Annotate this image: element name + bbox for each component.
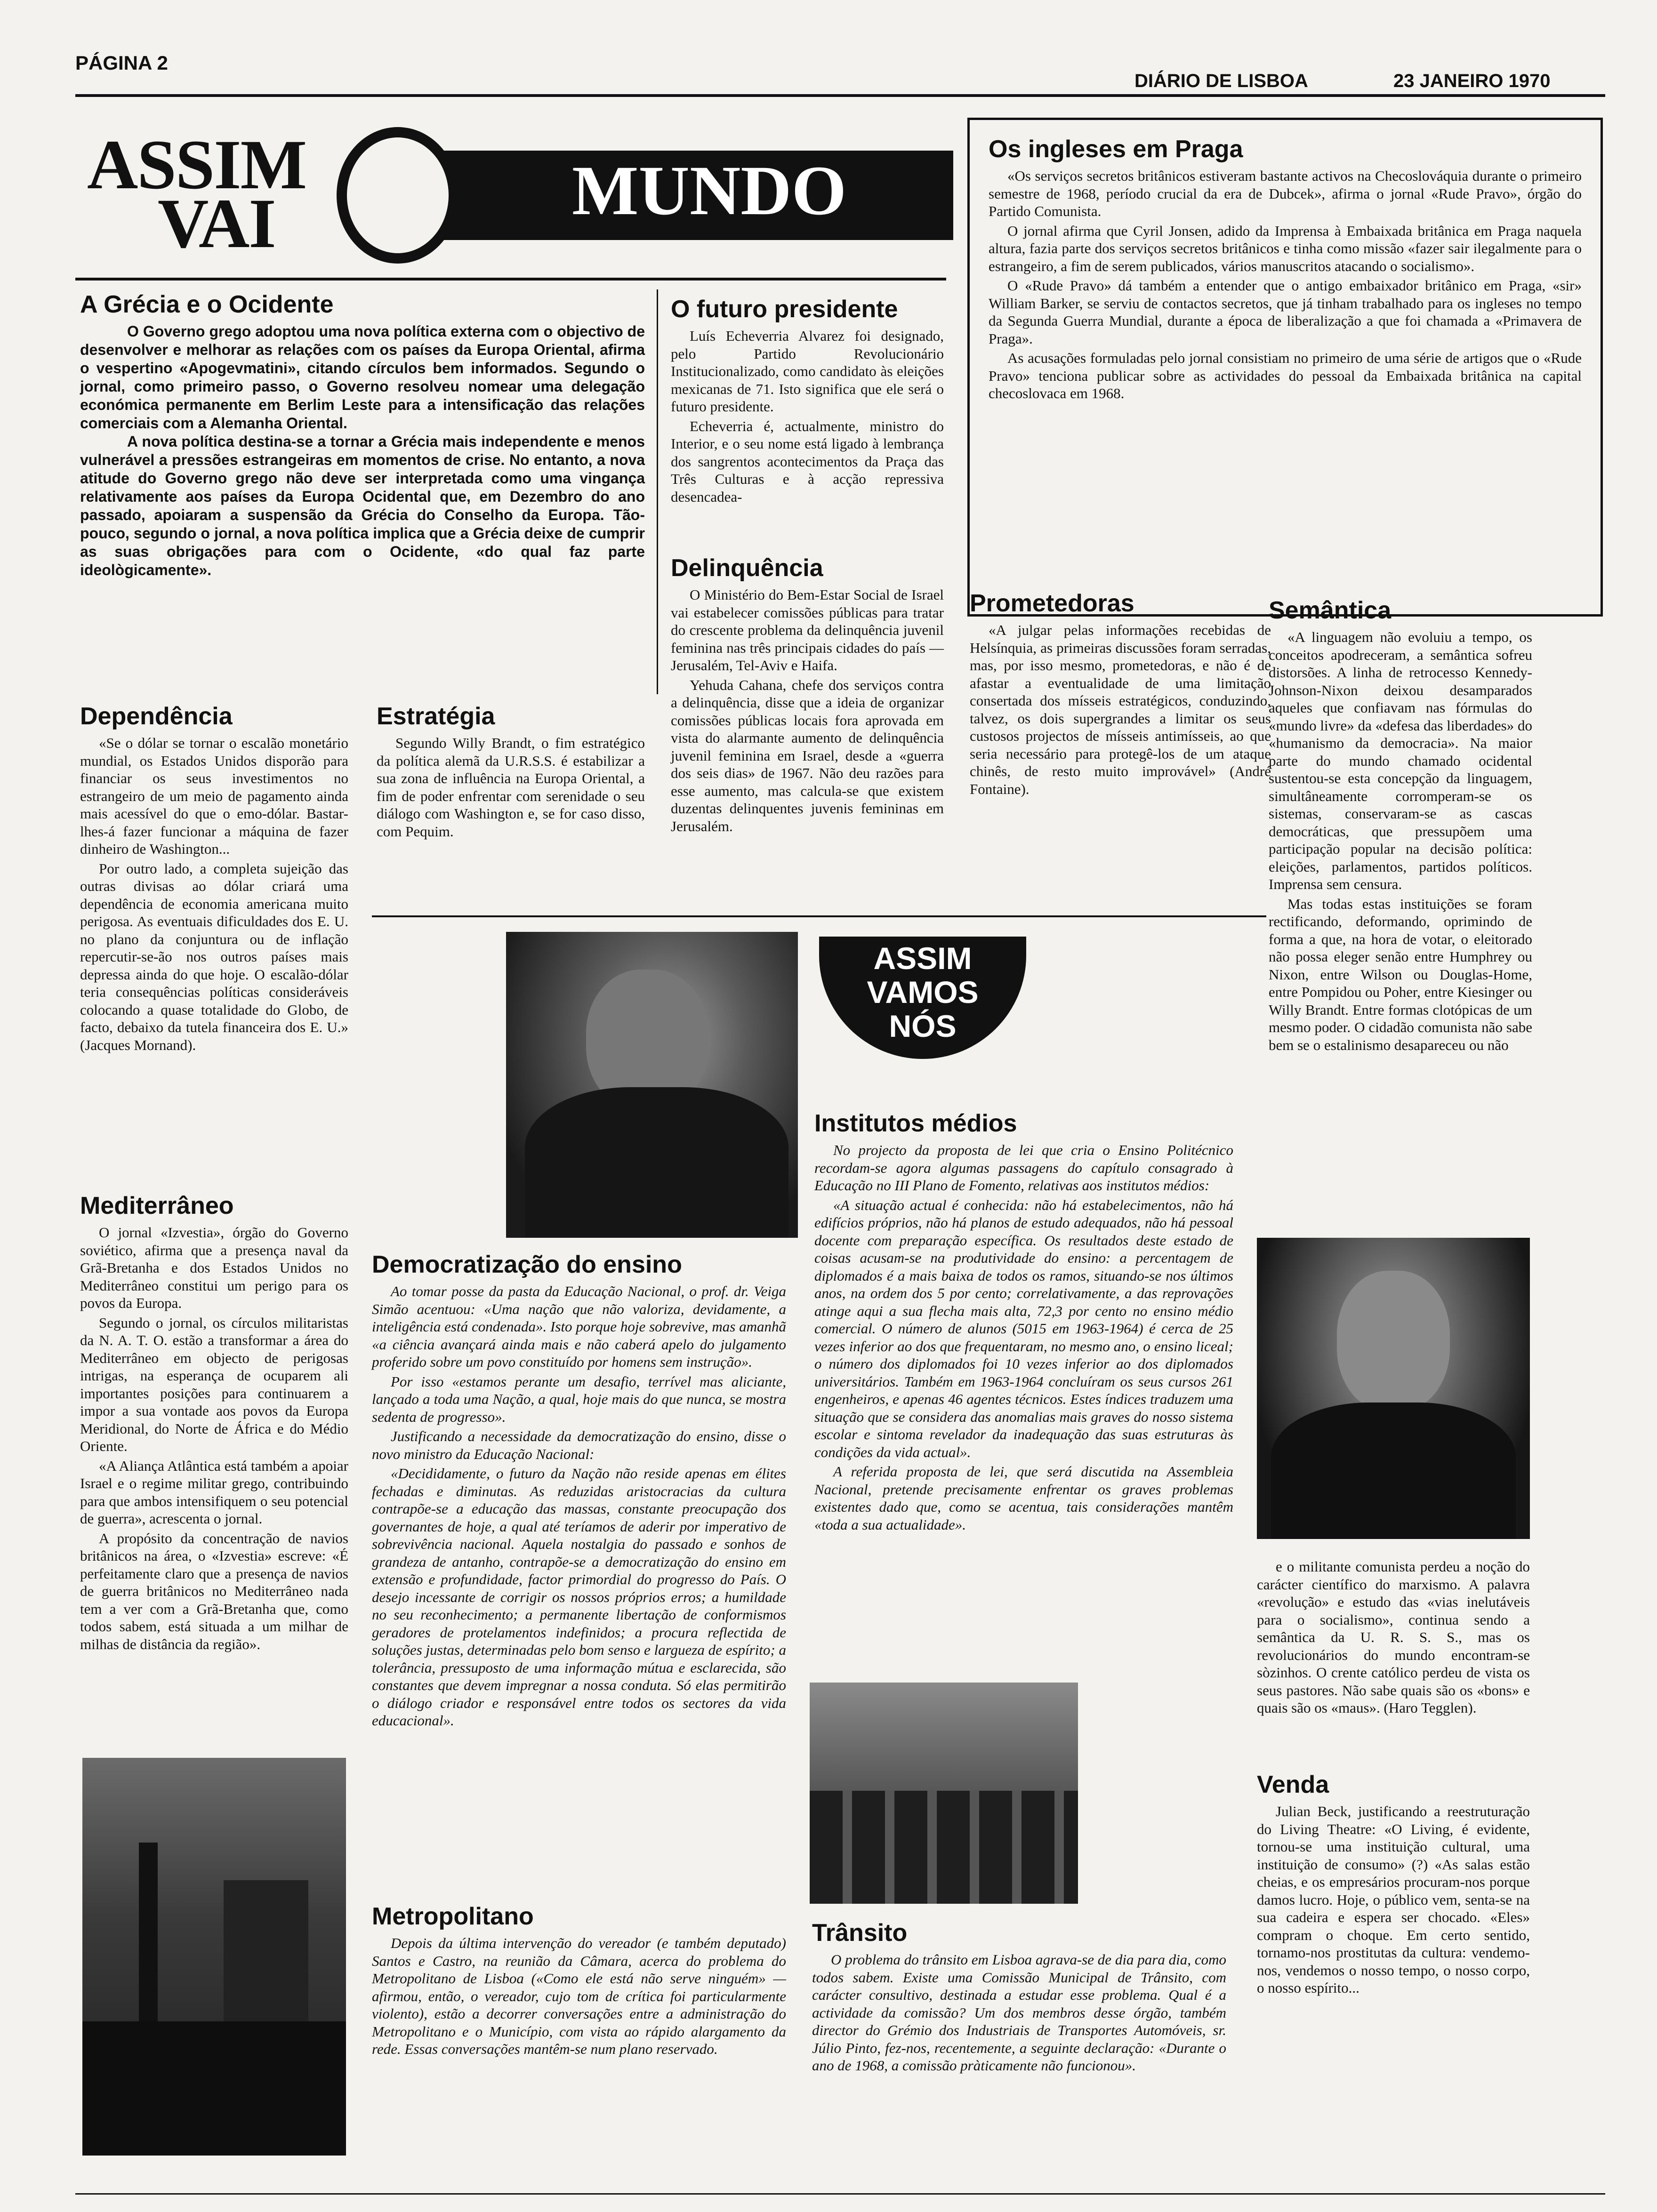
article-transito bbox=[812, 1918, 1226, 2076]
paragraph: Depois da última intervenção do vereador (e também deputado) Santos e Castro, na reunião da Câmara, acerca do problema do Metropolitano de Lisboa («Como ele está não serve ninguém» — afirmou, então, o vereador, cujo tom de crítica foi particularmente violento), estão a decorrer conversações entre a administração do Metropolitano e o Município, com vista ao rápido alargamento da rede. Essas conversações mantêm-se num plano reservado. bbox=[372, 1935, 786, 2057]
article-estrategia bbox=[377, 701, 645, 842]
photo-foreground bbox=[82, 2021, 346, 2156]
column-rule bbox=[657, 289, 658, 694]
article-metropolitano-body bbox=[372, 1934, 786, 2058]
section-masthead bbox=[87, 127, 958, 264]
article-grecia-body bbox=[80, 322, 645, 579]
headline-venda: Venda bbox=[1257, 1771, 1329, 1798]
article-semantica bbox=[1269, 595, 1532, 1056]
photo-shoulders bbox=[525, 1087, 788, 1238]
paragraph: O Governo grego adoptou uma nova política externa com o objectivo de desenvolver e melhorar as relações com os países da Europa Oriental, afirma o vespertino «Apogevmatini», citando círculos bem informados. Segundo o jornal, como primeiro passo, o Governo resolveu nomear uma delegação económica permanente em Berlim Leste para a intensificação das relações comerciais com a Alemanha Oriental. bbox=[80, 323, 645, 432]
issue-date: 23 JANEIRO 1970 bbox=[1393, 71, 1551, 91]
section-badge-assim-vamos-nos bbox=[819, 937, 1026, 1059]
article-prometedoras-body bbox=[970, 621, 1271, 798]
masthead-vai: VAI bbox=[158, 184, 275, 263]
paragraph: O «Rude Pravo» dá também a entender que o antigo embaixador britânico em Praga, «sir» William Barker, se serviu de contactos secretos, que já tinham trabalhado para os ingleses no tempo da Segunda Guerra Mundial, durante a época de liberalização a que foi chamada a «Primavera de Praga». bbox=[989, 277, 1582, 347]
article-institutos-medios bbox=[814, 1108, 1233, 1535]
photo-shoulders bbox=[1271, 1403, 1516, 1539]
paragraph: O jornal afirma que Cyril Jonsen, adido da Imprensa à Embaixada britânica em Praga naquela altura, fazia parte dos serviços secretos britânicos e tinha como missão «fazer sair ilegalmente para o estrangeiro, a fim de serem publicados, vários manuscritos atacando o socialismo». bbox=[989, 222, 1582, 274]
article-democratizacao-body bbox=[372, 1282, 786, 1730]
paragraph: Mas todas estas instituições se foram rectificando, deformando, oprimindo de forma a que, na hora de votar, o eleitorado não possa eleger senão entre Humphrey ou Nixon, entre Wilson ou Douglas-Home, entre Pompidou ou Poher, entre Kiesinger ou Willy Brandt. Entre formas clotópicas de um mesmo poder. O cidadão comunista não sabe bem se o estalinismo desapareceu ou não bbox=[1269, 895, 1532, 1053]
paragraph: A referida proposta de lei, que será discutida na Assembleia Nacional, pretende precisamente enfrentar os graves problemas existentes dado que, como se acentua, tais considerações mantêm «toda a sua actualidade». bbox=[814, 1463, 1233, 1533]
paragraph: No projecto da proposta de lei que cria o Ensino Politécnico recordam-se agora algumas passagens do capítulo consagrado à Educação no III Plano de Fomento, relativas aos institutos médios: bbox=[814, 1142, 1233, 1194]
newspaper-name: DIÁRIO DE LISBOA bbox=[1134, 71, 1308, 91]
photo-chimney bbox=[139, 1843, 158, 2040]
masthead-o-ring bbox=[337, 127, 459, 264]
article-prometedoras bbox=[970, 588, 1271, 800]
article-semantica-body2 bbox=[1257, 1558, 1530, 1717]
paragraph: e o militante comunista perdeu a noção do carácter científico do marxismo. A palavra «revolução» e estudo das «vias inelutáveis para o socialismo», continua sendo a semântica da U. R. S. S., mas os revolucionários do mundo encontram-se sòzinhos. O crente católico perdeu de vista os seus pastores. Não sabe quais são os «bons» e quais são os «maus». (Haro Tegglen). bbox=[1257, 1558, 1530, 1716]
article-dependencia bbox=[80, 701, 348, 1056]
headline-mediterraneo: Mediterrâneo bbox=[80, 1192, 234, 1219]
badge-line: VAMOS bbox=[867, 975, 979, 1010]
article-venda-body bbox=[1257, 1803, 1530, 1997]
headline-delinquencia: Delinquência bbox=[671, 554, 823, 582]
paragraph: «A julgar pelas informações recebidas de Helsínquia, as primeiras discussões foram serradas, mas, por isso mesmo, prometedoras, e não é de afastar a eventualidade de uma limitação consertada dos mísseis estratégicos, conduzindo, talvez, os dois supergrandes a limitar os seus custosos projectos de mísseis antimísseis, ao que seria necessário para protegê-los de um ataque chinês, de resto muito improvável» (André Fontaine). bbox=[970, 622, 1271, 797]
badge-line: NÓS bbox=[889, 1009, 957, 1043]
photo-veiga-simao-portrait bbox=[506, 932, 798, 1238]
headline-transito: Trânsito bbox=[812, 1919, 908, 1947]
paragraph: Por outro lado, a completa sujeição das outras divisas ao dólar criará uma dependência de economia americana muito perigosa. As eventuais dificuldades dos E. U. no plano da conjuntura ou de inflação repercutir-se-ão nos outros países mais depressa ainda do que hoje. O escalão-dólar teria consequências políticas consideráveis colocando a quase totalidade do Globo, de facto, debaixo da tutela financeira dos E. U.» (Jacques Mornand). bbox=[80, 860, 348, 1053]
headline-metropolitano: Metropolitano bbox=[372, 1903, 534, 1930]
article-democratizacao bbox=[372, 1250, 786, 1731]
article-estrategia-body bbox=[377, 734, 645, 840]
photo-lisbon-traffic bbox=[810, 1683, 1078, 1904]
article-grecia bbox=[80, 289, 645, 579]
paragraph: Ao tomar posse da pasta da Educação Nacional, o prof. dr. Veiga Simão acentuou: «Uma nação que não valoriza, devidamente, a inteligência está condenada». Isto porque hoje sobrevive, mas amanhã «a ciência avançará ainda mais e não caberá apelo do julgamento proferido sobre um povo constituído por homens sem instrução». bbox=[372, 1283, 786, 1370]
paragraph: Por isso «estamos perante um desafio, terrível mas aliciante, lançado a toda uma Nação, a qual, hoje mais do que nunca, se mostra sedenta de progresso». bbox=[372, 1373, 786, 1425]
article-delinquencia bbox=[671, 553, 944, 837]
paragraph: «A linguagem não evoluiu a tempo, os conceitos apodreceram, a semântica sofreu distorsões. A linha de retrocesso Kennedy-Johnson-Nixon deixou desamparados aqueles que confiavam nas fórmulas do «mundo livre» da «defesa das liberdades» do «humanismo da democracia». Na maior parte do mundo chamado ocidental sustentou-se esta concepção da linguagem, simultâneamente corromperam-se os sistemas, conservaram-se as cascas democráticas, que pressupõem uma participação popular na decisão política: eleições, parlamentos, partidos políticos. Imprensa sem censura. bbox=[1269, 629, 1532, 892]
headline-institutos-medios: Institutos médios bbox=[814, 1110, 1017, 1137]
paragraph: Segundo o jornal, os círculos militaristas da N. A. T. O. estão a transformar a área do Mediterrâneo em objecto de perigosas intrigas, na esperança de ocuparem ali importantes posições para continuarem a impor a sua vontade aos povos da Europa Meridional, do Norte de África e do Médio Oriente. bbox=[80, 1314, 348, 1454]
box-ingleses-em-praga bbox=[967, 118, 1603, 617]
article-institutos-body bbox=[814, 1141, 1233, 1533]
article-metropolitano bbox=[372, 1901, 786, 2060]
article-semantica-continued bbox=[1257, 1558, 1530, 1719]
article-mediterraneo bbox=[80, 1191, 348, 1655]
paragraph: Luís Echeverria Alvarez foi designado, pelo Partido Revolucionário Institucionalizado, como candidato às eleições mexicanas de 71. Isto significa que ele será o futuro presidente. bbox=[671, 328, 944, 415]
article-futuro-presidente bbox=[671, 294, 944, 507]
paragraph: «Se o dólar se tornar o escalão monetário mundial, os Estados Unidos disporão para financiar os seus investimentos no estrangeiro de um meio de pagamento ainda mais acessível do que o emo-dólar. Bastar-lhes-á fazer funcionar a máquina de fazer dinheiro de Washington... bbox=[80, 735, 348, 857]
headline-democratizacao: Democratização do ensino bbox=[372, 1251, 682, 1278]
paragraph: Justificando a necessidade da democratização do ensino, disse o novo ministro da Educação Nacional: bbox=[372, 1428, 786, 1462]
paragraph: O jornal «Izvestia», órgão do Governo soviético, afirma que a presença naval da Grã-Bretanha e dos Estados Unidos no Mediterrâneo constitui um perigo para os povos da Europa. bbox=[80, 1224, 348, 1311]
paragraph: Yehuda Cahana, chefe dos serviços contra a delinquência, disse que a ideia de organizar comissões públicas locais fora aprovada em vista do alarmante aumento de delinquência juvenil feminina em Israel, desde a «guerra dos seis dias» de 1967. Não deu razões para esse aumento, mas calcula-se que existem duzentas delinquentes juvenis femininas em Jerusalém. bbox=[671, 676, 944, 834]
article-futuro-body bbox=[671, 327, 944, 505]
paragraph: O Ministério do Bem-Estar Social de Israel vai estabelecer comissões públicas para tratar do crescente problema da delinquência juvenil feminina nas três principais cidades do país — Jerusalém, Tel-Aviv e Haifa. bbox=[671, 586, 944, 673]
photo-kennedy-portrait bbox=[1257, 1238, 1530, 1539]
headline-ingleses-em-praga: Os ingleses em Praga bbox=[989, 136, 1243, 163]
article-delinquencia-body bbox=[671, 586, 944, 835]
photo-cars bbox=[810, 1791, 1078, 1904]
paragraph: A propósito da concentração de navios britânicos na área, o «Izvestia» escreve: «É perfeitamente claro que a presença de navios de guerra britânicos no Mediterrâneo nada tem a ver com a Grã-Bretanha que, como todos sabem, está situada a um milhar de milhas de distância da região». bbox=[80, 1530, 348, 1652]
paragraph: O problema do trânsito em Lisboa agrava-se de dia para dia, como todos sabem. Existe uma Comissão Municipal de Trânsito, com carácter consultivo, destinada a estudar esse problema. Qual é a actividade da comissão? Um dos membros desse órgão, também director do Grémio dos Industriais de Transportes Automóveis, sr. Júlio Pinto, fez-nos, recentemente, a seguinte declaração: «Durante o ano de 1968, a comissão pràticamente não funcionou». bbox=[812, 1951, 1226, 2074]
paragraph: «A Aliança Atlântica está também a apoiar Israel e o regime militar grego, contribuindo para que ambos intensifiquem o seu potencial de guerra», acrescenta o jornal. bbox=[80, 1457, 348, 1527]
paragraph: As acusações formuladas pelo jornal consistiam no primeiro de uma série de artigos que o «Rude Pravo» tenciona publicar sobre as actividades do pessoal da Embaixada britânica na capital checoslovaca em 1968. bbox=[989, 350, 1582, 401]
headline-estrategia: Estratégia bbox=[377, 703, 495, 730]
header-rule bbox=[75, 94, 1605, 97]
page-number: PÁGINA 2 bbox=[75, 52, 168, 74]
headline-futuro-presidente: O futuro presidente bbox=[671, 296, 898, 323]
article-semantica-body bbox=[1269, 628, 1532, 1054]
paragraph: Segundo Willy Brandt, o fim estratégico da política alemã da U.R.S.S. é estabilizar a sua zona de influência na Europa Oriental, a fim de poder enfrentar com serenidade o seu diálogo com Washington e, se for caso disso, com Pequim. bbox=[377, 735, 645, 840]
photo-head bbox=[1337, 1271, 1450, 1412]
paragraph: Julian Beck, justificando a reestruturação do Living Theatre: «O Living, é evidente, tornou-se uma instituição cultural, uma instituição de consumo» (?) «As salas estão cheias, e os empresários procuram-nos porque damos lucro. Hoje, o público vem, senta-se na sua cadeira e espera ser chocado. «Eles» compram o choque. Em certo sentido, tornamo-nos prostitutas da cultura: vendemo-nos, vendemos o nosso tempo, o nosso corpo, o nosso espírito... bbox=[1257, 1803, 1530, 1996]
paragraph: «A situação actual é conhecida: não há estabelecimentos, não há edifícios próprios, não há planos de estudo adequados, não há pessoal docente com preparação específica. Os resultados deste estado de coisas acusam-se na produtividade do ensino: a percentagem de diplomados é a mais baixa de todos os ramos, situando-se nos últimos anos, na ordem dos 5 por cento; correlativamente, a das reprovações atinge aqui a sua flecha mais alta, 72,3 por cento no ensino médio comercial. O número de alunos (5015 em 1963-1964) é cerca de 25 vezes inferior ao dos que frequentaram, no mesmo ano, o ensino liceal; o número dos diplomados foi 10 vezes inferior ao dos diplomados universitários. Também em 1963-1964 concluíram os seus cursos 261 engenheiros, e apenas 46 agentes técnicos. Estes índices traduzem uma situação que se considera das anomalias mais graves do nosso sistema escolar e sintoma revelador da inadequação das suas estruturas às condições da vida actual». bbox=[814, 1196, 1233, 1460]
paragraph: «Os serviços secretos britânicos estiveram bastante activos na Checoslováquia durante o primeiro semestre de 1968, período crucial da era de Dubcek», afirma o jornal «Rude Pravo», órgão do Partido Comunista. bbox=[989, 168, 1582, 219]
paragraph: Echeverria é, actualmente, ministro do Interior, e o seu nome está ligado à lembrança dos sangrentos acontecimentos da Praça das Três Culturas e à acção repressiva desencadea- bbox=[671, 417, 944, 505]
article-ingleses-body bbox=[989, 167, 1582, 402]
headline-semantica: Semântica bbox=[1269, 597, 1392, 624]
headline-dependencia: Dependência bbox=[80, 703, 233, 730]
article-dependencia-body bbox=[80, 734, 348, 1054]
article-mediterraneo-body bbox=[80, 1224, 348, 1653]
badge-line: ASSIM bbox=[873, 941, 972, 976]
section-rule bbox=[372, 915, 1266, 917]
photo-building bbox=[224, 1880, 308, 2031]
headline-grecia: A Grécia e o Ocidente bbox=[80, 291, 334, 318]
footer-rule bbox=[75, 2193, 1605, 2195]
headline-prometedoras: Prometedoras bbox=[970, 590, 1134, 617]
photo-industrial-scene bbox=[82, 1758, 346, 2156]
paragraph: «Decididamente, o futuro da Nação não reside apenas em élites fechadas e diminutas. As reduzidas aristocracias da cultura contrapõe-se a educação das massas, constante preocupação dos governantes de hoje, a qual até teríamos de aderir por imperativo de sobrevivência nacional. Aquela nostalgia do passado e sonhos de grandeza de antanho, contrapõe-se a democratização do ensino em extensão e profundidade, factor primordial do progresso do País. O desejo incessante de corrigir os nossos próprios erros; a humildade no seu reconhecimento; a permanente libertação de conformismos geradores de protelamentos indefinidos; a procura reflectida de soluções justas, determinadas pelo bom senso e largueza de espírito; a tolerância, pressuposto de uma informação mútua e esclarecida, são constantes que devem impregnar a nossa conduta. Só elas permitirão o diálogo criador e responsável entre todos os sectores da vida educacional». bbox=[372, 1465, 786, 1729]
paragraph: A nova política destina-se a tornar a Grécia mais independente e menos vulnerável a pressões estrangeiras em momentos de crise. No entanto, a nova atitude do Governo grego não deve ser interpretada como uma vingança relativamente aos países da Europa Ocidental que, em Dezembro do ano passado, apoiaram a suspensão da Grécia do Conselho da Europa. Tão-pouco, segundo o jornal, a nova política implica que a Grécia deixe de cumprir as suas obrigações para com o Ocidente, «do qual faz parte ideològicamente». bbox=[80, 433, 645, 578]
masthead-mundo-bar: MUNDO bbox=[388, 151, 953, 240]
article-venda bbox=[1257, 1770, 1530, 1999]
masthead-assim: ASSIM bbox=[87, 126, 306, 204]
masthead-rule bbox=[75, 278, 946, 281]
article-transito-body bbox=[812, 1951, 1226, 2075]
